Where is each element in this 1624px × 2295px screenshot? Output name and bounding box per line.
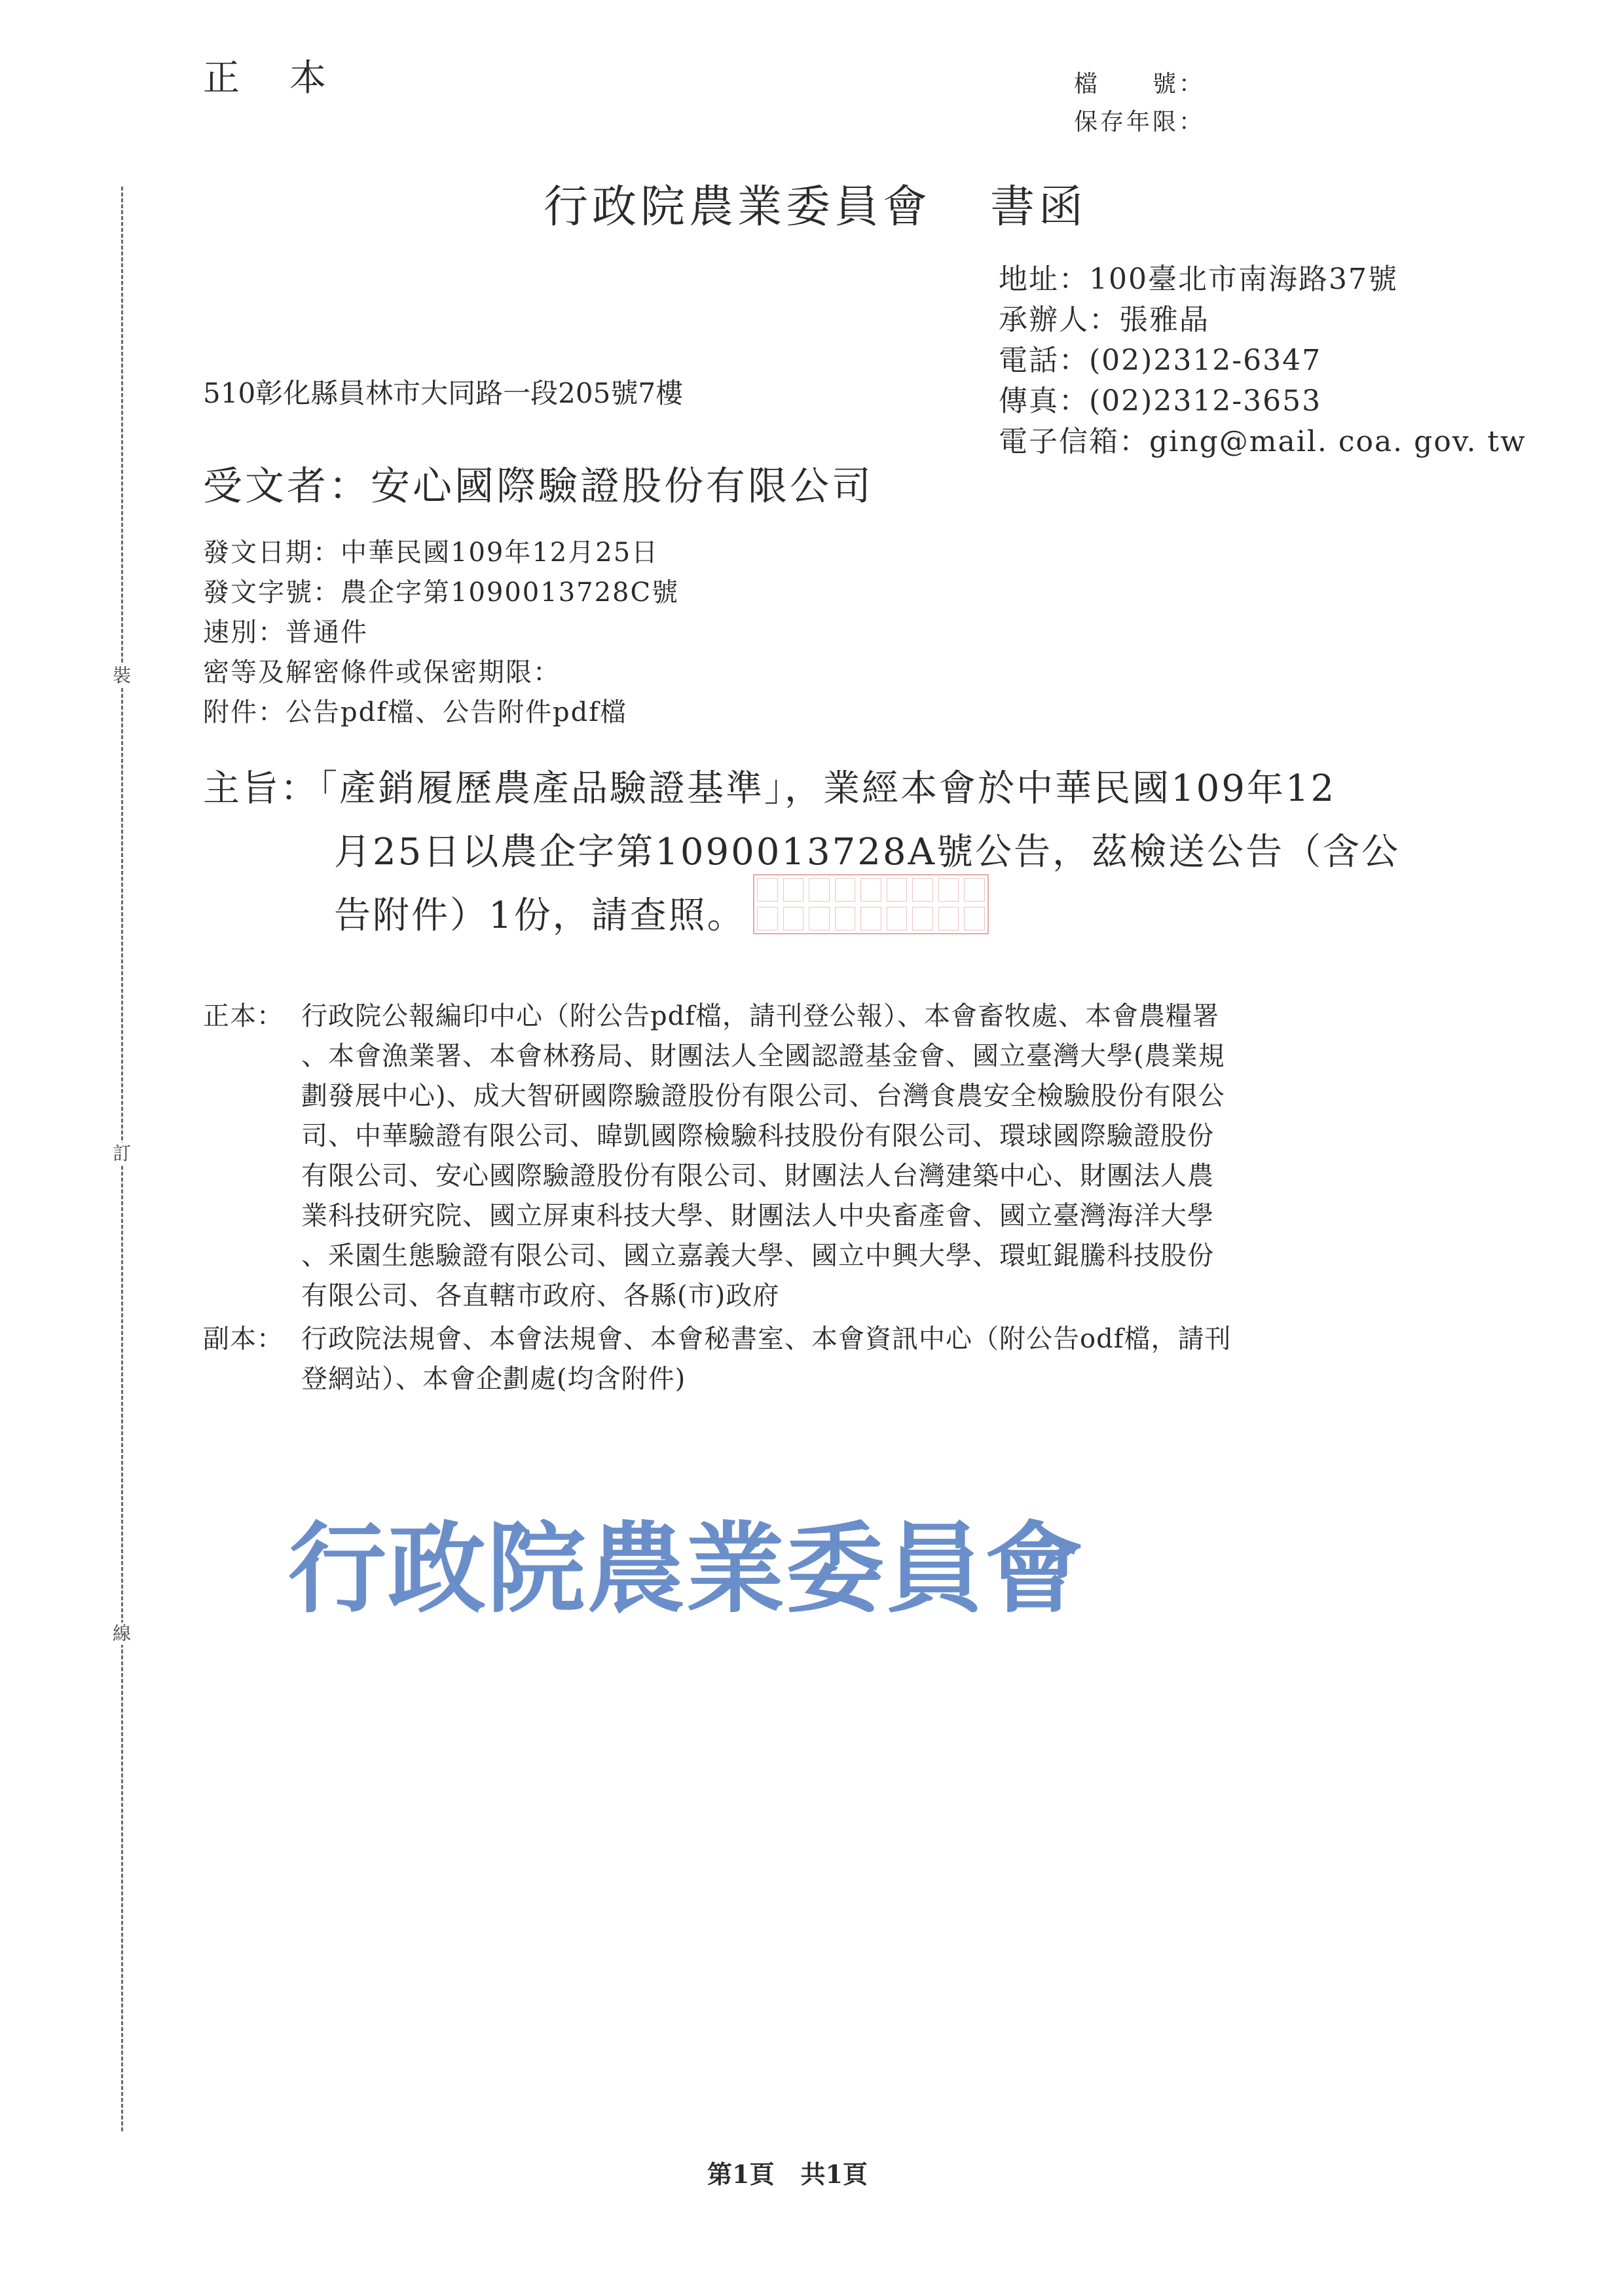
subject-line-2: 月25日以農企字第1090013728A號公告，茲檢送公告（含公 [334, 831, 1400, 873]
main-recipients-label: 正本： [203, 1001, 284, 1031]
fax-number: 傳真：(02)2312-3653 [999, 384, 1322, 418]
cc-recipients-line: 登網站）、本會企劃處(均含附件) [301, 1364, 686, 1394]
main-recipients-line: 劃發展中心)、成大智研國際驗證股份有限公司、台灣食農安全檢驗股份有限公 [301, 1081, 1225, 1111]
issuing-agency: 行政院農業委員會 [544, 181, 932, 233]
document-title [544, 172, 1087, 235]
attachments: 附件：公告pdf檔、公告附件pdf檔 [203, 697, 628, 727]
file-number-label: 檔 號： [1074, 71, 1206, 98]
phone-number: 電話：(02)2312-6347 [999, 344, 1322, 377]
cc-recipients-label: 副本： [203, 1324, 284, 1354]
official-seal-stamp [753, 874, 989, 934]
cc-recipients-line: 行政院法規會、本會法規會、本會秘書室、本會資訊中心（附公告odf檔，請刊 [301, 1324, 1232, 1354]
main-recipients-line: 司、中華驗證有限公司、暐凱國際檢驗科技股份有限公司、環球國際驗證股份 [301, 1121, 1214, 1151]
issue-date: 發文日期：中華民國109年12月25日 [203, 538, 659, 568]
subject-line-1: 主旨：「產銷履歷農產品驗證基準」，業經本會於中華民國109年12 [203, 767, 1337, 810]
main-recipients-line: 有限公司、安心國際驗證股份有限公司、財團法人台灣建築中心、財團法人農 [301, 1161, 1214, 1191]
secrecy-level: 密等及解密條件或保密期限： [203, 657, 561, 688]
agency-name-stamp: 行政院農業委員會 [288, 1511, 1085, 1626]
page-total: 共1頁 [800, 2159, 868, 2189]
binding-mark-xian: 線 [109, 1623, 135, 1645]
main-recipients-line: 有限公司、各直轄市政府、各縣(市)政府 [301, 1281, 780, 1311]
page-footer [707, 2154, 868, 2190]
copy-label-char-1: 正 [203, 57, 244, 100]
copy-label-char-2: 本 [289, 57, 330, 100]
copy-label [203, 49, 330, 101]
recipient-address: 510彰化縣員林市大同路一段205號7樓 [203, 377, 684, 409]
document-number: 發文字號：農企字第1090013728C號 [203, 578, 680, 608]
main-recipients-line: 業科技研究院、國立屏東科技大學、財團法人中央畜產會、國立臺灣海洋大學 [301, 1201, 1214, 1231]
delivery-speed: 速別：普通件 [203, 617, 368, 648]
page-number: 第1頁 [707, 2159, 775, 2189]
sender-address: 地址：100臺北市南海路37號 [999, 263, 1398, 296]
binding-mark-zhuang: 裝 [109, 665, 135, 687]
subject-line-3: 告附件）1份，請查照。 [334, 894, 746, 937]
email-address: 電子信箱：ging@mail. coa. gov. tw [999, 425, 1526, 458]
retention-period-label: 保存年限： [1074, 109, 1206, 136]
main-recipients-line: 、本會漁業署、本會林務局、財團法人全國認證基金會、國立臺灣大學(農業規 [301, 1041, 1225, 1071]
handler-name: 承辦人：張雅晶 [999, 303, 1209, 337]
binding-mark-ding: 訂 [109, 1143, 135, 1165]
main-recipients-line: 行政院公報編印中心（附公告pdf檔，請刊登公報）、本會畜牧處、本會農糧署 [301, 1001, 1220, 1031]
recipient-name: 受文者：安心國際驗證股份有限公司 [203, 464, 874, 509]
main-recipients-line: 、釆園生態驗證有限公司、國立嘉義大學、國立中興大學、環虹錕騰科技股份 [301, 1241, 1214, 1271]
document-type: 書函 [990, 181, 1088, 233]
